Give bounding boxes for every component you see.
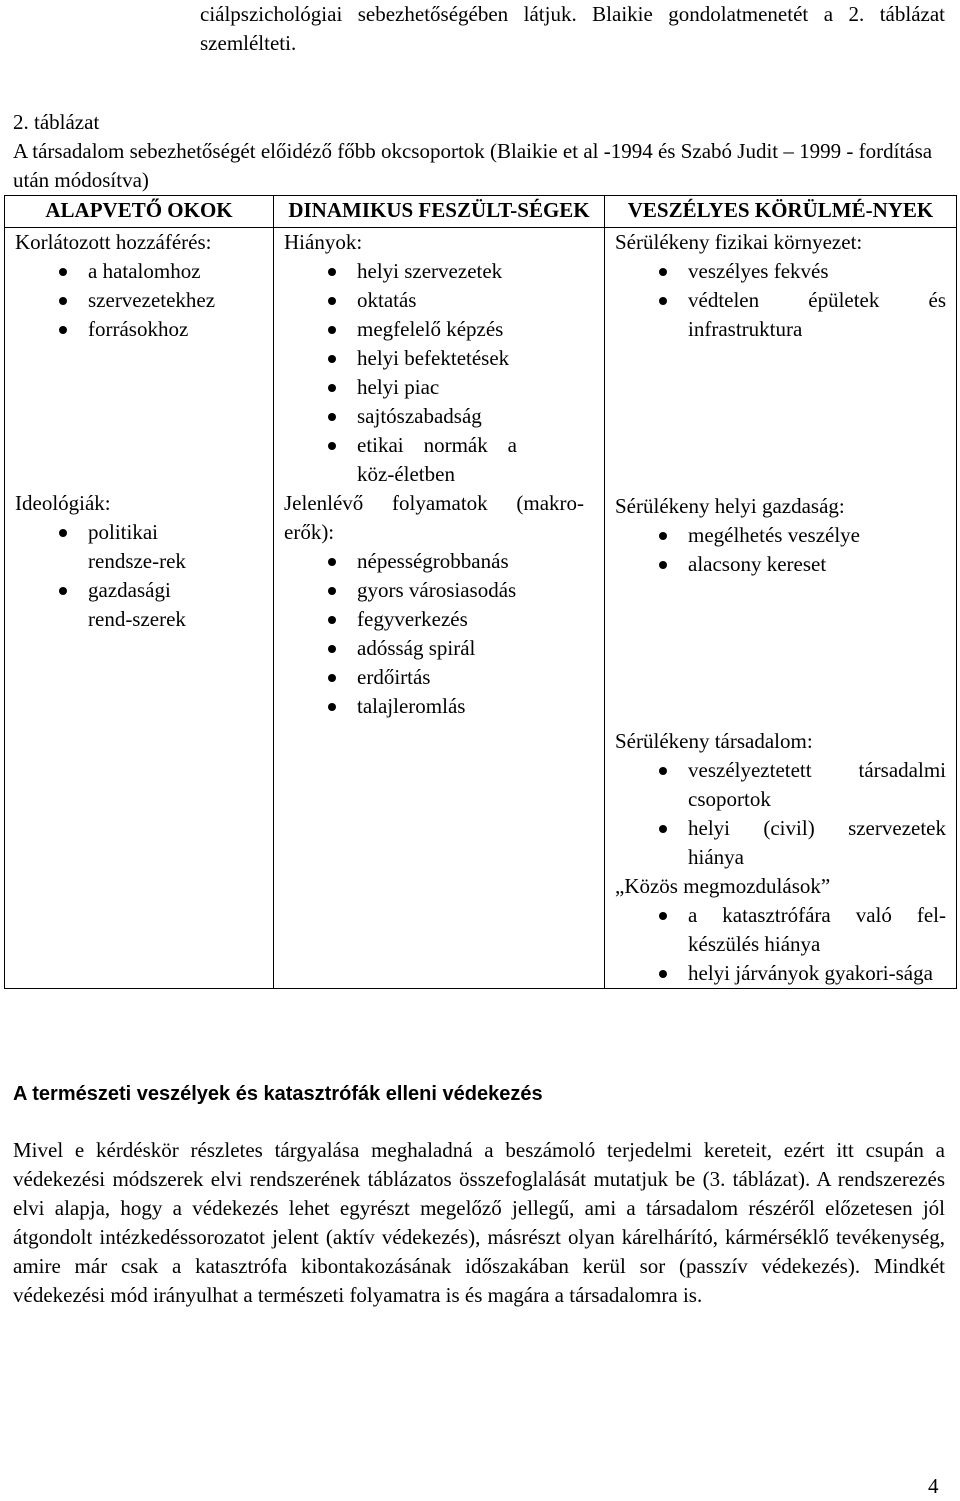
bullet-list	[15, 518, 263, 634]
unsafe-conditions-cell	[605, 228, 957, 989]
body-paragraph: Mivel e kérdéskör részletes tárgyalása meghaladná a beszámoló terjedelmi kereteit, ezért itt csupán a védekezési módszerek elvi rendszerének táblázatos összefoglalását mutatjuk be (3. táblázat). A rendszerezés elvi alapja, hogy a védekezés lehet egyrészt megelőző jellegű, ami a társadalom részéről előzetesen jól átgondolt intézkedéssorozatot jelent (aktív védekezés), másrészt olyan kárelhárító, kármérséklő tevékenység, amire már csak a katasztrófa kibontakozásának időszakában kerül sor (passzív védekezés). Mindkét védekezési mód irányulhat a természeti folyamatra is és magára a társadalomra is.	[13, 1138, 945, 1307]
group-title: Sérülékeny társadalom:	[615, 729, 813, 753]
list-item: a hatalomhoz	[15, 257, 263, 286]
list-item: helyi járványok gyakori-sága	[615, 959, 946, 988]
bullet-list	[284, 547, 594, 721]
list-item: veszélyeztetett társadalmi csoportok	[615, 756, 946, 814]
header-unsafe-conditions: VESZÉLYES KÖRÜLMÉ-NYEK	[605, 196, 957, 228]
group-title: „Közös megmozdulások”	[615, 874, 831, 898]
table-label: 2. táblázat	[13, 110, 100, 134]
group-title: Sérülékeny fizikai környezet:	[615, 230, 863, 254]
table-body-row	[5, 228, 957, 989]
section-title: A természeti veszélyek és katasztrófák elleni védekezés	[13, 1083, 543, 1105]
list-item: gyors városiasodás	[284, 576, 594, 605]
list-item: gazdasági rend-szerek	[15, 576, 198, 634]
list-item: etikai normák a köz-életben	[284, 431, 517, 489]
group-title: Sérülékeny helyi gazdaság:	[615, 494, 845, 518]
list-item: megfelelő képzés	[284, 315, 594, 344]
group-title: Korlátozott hozzáférés:	[15, 230, 212, 254]
bullet-list	[615, 521, 946, 579]
list-item: védtelen épületek és infrastruktura	[615, 286, 946, 344]
header-basic-causes: ALAPVETŐ OKOK	[5, 196, 274, 228]
list-item: erdőirtás	[284, 663, 594, 692]
table-caption	[13, 108, 948, 195]
list-item: talajleromlás	[284, 692, 594, 721]
table-caption-text: A társadalom sebezhetőségét előidéző főbb okcsoportok (Blaikie et al -1994 és Szabó Judit – 1999 - fordítása után módosítva)	[13, 139, 933, 192]
list-item: megélhetés veszélye	[615, 521, 946, 550]
intro-text: ciálpszichológiai sebezhetőségében látjuk. Blaikie gondolatmenetét a 2. táblázat szemlélteti.	[200, 2, 945, 55]
list-item: szervezetekhez	[15, 286, 263, 315]
bullet-list	[615, 756, 946, 872]
list-item: adósság spirál	[284, 634, 594, 663]
list-item: sajtószabadság	[284, 402, 594, 431]
list-item: népességrobbanás	[284, 547, 594, 576]
basic-causes-cell	[5, 228, 274, 989]
list-item: forrásokhoz	[15, 315, 263, 344]
list-item: helyi (civil) szervezetek hiánya	[615, 814, 946, 872]
list-item: a katasztrófára való fel-készülés hiánya	[615, 901, 946, 959]
group-title: Ideológiák:	[15, 491, 111, 515]
group-title: Jelenlévő folyamatok (makro-erők):	[284, 491, 584, 544]
list-item: fegyverkezés	[284, 605, 594, 634]
list-item: helyi szervezetek	[284, 257, 594, 286]
group-title: Hiányok:	[284, 230, 363, 254]
list-item: alacsony kereset	[615, 550, 946, 579]
list-item: helyi piac	[284, 373, 594, 402]
dynamic-pressures-cell	[274, 228, 605, 989]
header-dynamic-pressures: DINAMIKUS FESZÜLT-SÉGEK	[274, 196, 605, 228]
table-header-row	[5, 196, 957, 228]
list-item: oktatás	[284, 286, 594, 315]
bullet-list	[284, 257, 594, 489]
bullet-list	[615, 901, 946, 988]
list-item: veszélyes fekvés	[615, 257, 946, 286]
list-item: politikai rendsze-rek	[15, 518, 198, 576]
bullet-list	[615, 257, 946, 344]
bullet-list	[15, 257, 263, 344]
page-number: 4	[928, 1474, 939, 1498]
list-item: helyi befektetések	[284, 344, 594, 373]
causes-table	[4, 195, 957, 989]
